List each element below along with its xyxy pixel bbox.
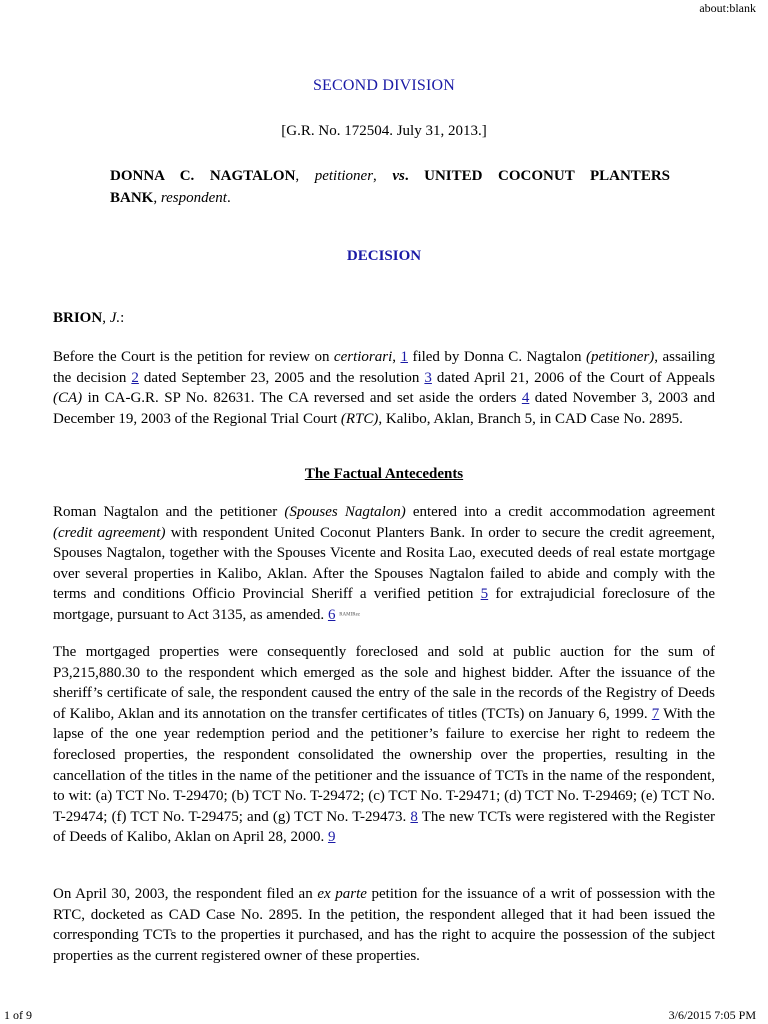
footnote-link-4[interactable]: 4 (521, 390, 530, 407)
footnote-link-7[interactable]: 7 (651, 705, 660, 722)
footnote-link-3[interactable]: 3 (424, 369, 432, 386)
footnote-link-9[interactable]: 9 (327, 829, 336, 846)
division-heading: SECOND DIVISION (312, 77, 456, 94)
respondent-name-1: UNITED COCONUT PLANTERS (424, 168, 670, 184)
decision-heading: DECISION (346, 248, 422, 264)
respondent-name-2: BANK (110, 190, 154, 206)
respondent-role: respondent (160, 190, 227, 206)
ponente-name: BRION (53, 310, 103, 326)
versus-label: vs (392, 168, 405, 184)
case-number: [G.R. No. 172504. July 31, 2013.] (281, 123, 487, 139)
print-timestamp: 3/6/2015 7:05 PM (668, 1008, 756, 1022)
petitioner-role: petitioner (314, 168, 374, 184)
paragraph-4: On April 30, 2003, the respondent filed an ex parte petition for the issuance of a writ of possession with the RTC, docketed as CAD Case No. 2895. In the petition, the respondent alleged that it had been issued the corresponding TCTs to the properties it purchased, and has the right to acquire the possession of the subject properties as the current registered owner of these properties. (53, 886, 716, 964)
browser-url-label: about:blank (699, 1, 756, 15)
parties-line-2: BANK, respondent. (110, 190, 231, 206)
section-title-factual-antecedents: The Factual Antecedents (304, 466, 464, 482)
parties-line-1: DONNA C. NAGTALON, petitioner, vs. UNITED COCONUT PLANTERS (110, 168, 670, 184)
case-parties (110, 165, 670, 209)
petitioner-name: DONNA C. NAGTALON (110, 168, 296, 184)
paragraph-2: Roman Nagtalon and the petitioner (Spouses Nagtalon) entered into a credit accommodation agreement (credit agreement) with respondent United Coconut Planters Bank. In order to secure the credit agreement, Spouses Nagtalon, together with the Spouses Vicente and Rosita Lao, executed deeds of real estate mortgage over several properties in Kalibo, Aklan. After the Spouses Nagtalon failed to abide and comply with the terms and conditions Officio Provincial Sheriff a verified petition 5 for extrajudicial foreclosure of the mortgage, pursuant to Act 3135, as amended. 6 RAMIRez (53, 504, 715, 623)
ponente-suffix: J (109, 310, 117, 326)
page-counter: 1 of 9 (4, 1008, 32, 1022)
footnote-link-1[interactable]: 1 (400, 349, 408, 365)
paragraph-3: The mortgaged properties were consequently foreclosed and sold at public auction for the sum of P3,215,880.30 to the respondent which emerged as the sole and highest bidder. After the issuance of the sheriff’s certificate of sale, the respondent caused the entry of the sale in the records of the Registry of Deeds of Kalibo, Aklan and its annotation on the transfer certificates of titles (TCTs) on January 6, 1999. 7 With the lapse of the one year redemption period and the petitioner’s failure to exercise her right to redeem the foreclosed properties, the respondent consolidated the ownership over the properties, resulting in the cancellation of the titles in the name of the petitioner and the issuance of TCTs in the name of the respondent, to wit: (a) TCT No. T-29470; (b) TCT No. T-29472; (c) TCT No. T-29471; (d) TCT No. T-29469; (e) TCT No. T-29474; (f) TCT No. T-29475; and (g) TCT No. T-29473. 8 The new TCTs were registered with the Register of Deeds of Kalibo, Aklan on April 28, 2000. 9 (53, 644, 715, 846)
paragraph-1: Before the Court is the petition for review on certiorari, 1 filed by Donna C. Nagtalon (petitioner), assailing the decision 2 dated September 23, 2005 and the resolution 3 dated April 21, 2006 of the Court of Appeals (CA) in CA-G.R. SP No. 82631. The CA reversed and set aside the orders 4 dated November 3, 2003 and December 19, 2003 of the Regional Trial Court (RTC), Kalibo, Aklan, Branch 5, in CAD Case No. 2895. (53, 349, 716, 427)
footnote-6-marker: RAMIRez (339, 612, 361, 618)
footnote-link-8[interactable]: 8 (410, 808, 418, 825)
ponente: BRION, J.: (53, 310, 125, 326)
footnote-link-5[interactable]: 5 (480, 586, 489, 603)
footnote-link-6[interactable]: 6 (327, 606, 336, 623)
footnote-link-2[interactable]: 2 (131, 369, 139, 386)
